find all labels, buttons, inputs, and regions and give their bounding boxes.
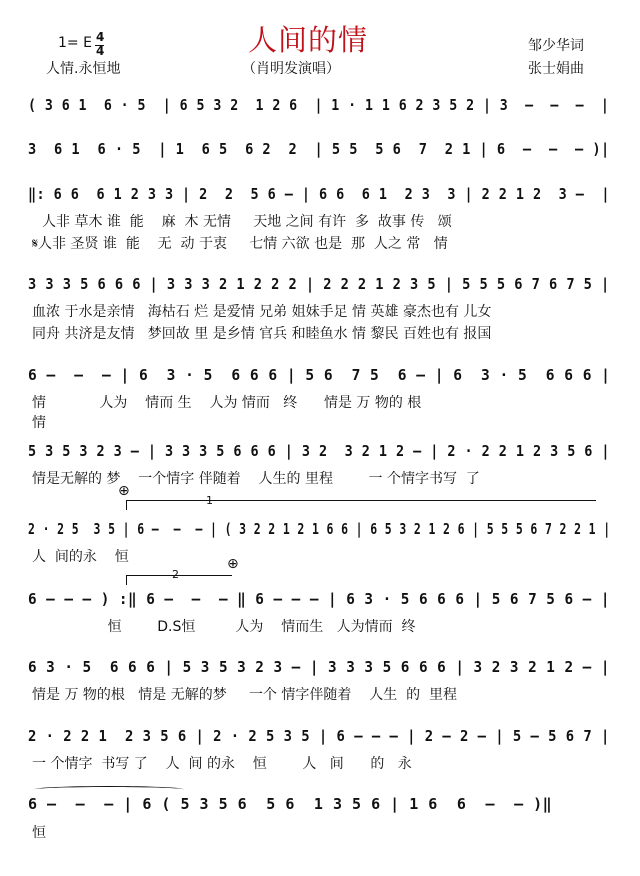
volta-2-bracket	[126, 575, 127, 585]
lyric-row-3-verse-2: 𝄋人非 圣贤 谁 能 无 动 于衷 七情 六欲 也是 那 人之 常 情	[32, 236, 448, 252]
lyricist-credit: 邹少华词	[528, 38, 584, 54]
lyric-row-4-verse-1: 血浓 于水是亲情 海枯石 烂 是爱情 兄弟 姐妹手足 情 英雄 豪杰也有 儿女	[32, 304, 492, 320]
notation-row-8: 6 – – – ) :‖ 6 – – – ‖ 6 – – – | 6 3 · 5 6 6 6 | 5 6 7 5 6 – |	[28, 590, 610, 608]
lyric-row-3-verse-1: 人非 草木 谁 能 麻 木 无情 天地 之间 有许 多 故事 传 颂	[42, 214, 452, 230]
tie-arc	[34, 786, 184, 793]
lyric-row-10: 一 个情字 书写 了 人 间 的永 恒 人 间 的 永	[32, 756, 412, 772]
notation-row-2: 3 6 1 6 · 5 | 1 6 5 6 2 2 | 5 5 5 6 7 2 1 | 6 – – – )|	[28, 140, 610, 158]
notation-row-5: 6 – – – | 6 3 · 5 6 6 6 | 5 6 7 5 6 – | 6 3 · 5 6 6 6 |	[28, 366, 611, 384]
composer-credit: 张士娟曲	[528, 61, 584, 77]
coda-sign-2: ⊕	[227, 556, 239, 572]
lyric-row-7: 人 间的永 恒	[32, 549, 129, 565]
notation-row-1: ( 3 6 1 6 · 5 | 6 5 3 2 1 2 6 | 1 · 1 1 6 2 3 5 2 | 3 – – – |	[28, 96, 610, 114]
notation-row-11: 6 – – – | 6 ( 5 3 5 6 5 6 1 3 5 6 | 1 6 6 – – )‖	[28, 795, 553, 813]
notation-row-9: 6 3 · 5 6 6 6 | 5 3 5 3 2 3 – | 3 3 3 5 6 6 6 | 3 2 3 2 1 2 – |	[28, 658, 610, 676]
key-signature: 1= E	[58, 35, 92, 51]
lyric-row-11: 恒	[32, 825, 46, 841]
time-signature-top: 4	[96, 30, 105, 44]
volta-1-bracket	[126, 500, 127, 510]
volta-1-number: 1	[206, 494, 213, 507]
notation-row-3: ‖: 6 6 6 1 2 3 3 | 2 2 5 6 – | 6 6 6 1 2 3 3 | 2 2 1 2 3 – |	[28, 185, 610, 203]
notation-row-10: 2 · 2 2 1 2 3 5 6 | 2 · 2 5 3 5 | 6 – – – | 2 – 2 – | 5 – 5 6 7 |	[28, 727, 610, 745]
volta-2-line	[126, 575, 232, 576]
lyric-row-5-verse-2: 情	[32, 415, 46, 431]
lyric-row-8: 恒 D.S恒 人为 情而生 人为情而 终	[32, 619, 416, 635]
lyric-row-5-verse-1: 情 人为 情而 生 人为 情而 终 情是 万 物的 根	[32, 395, 422, 411]
coda-sign-1: ⊕	[118, 483, 130, 499]
volta-1-line	[126, 500, 596, 501]
notation-row-6: 5 3 5 3 2 3 – | 3 3 3 5 6 6 6 | 3 2 3 2 1 2 – | 2 · 2 2 1 2 3 5 6 |	[28, 442, 610, 460]
lyric-row-4-verse-2: 同舟 共济是友情 梦回故 里 是乡情 官兵 和睦鱼水 情 黎民 百姓也有 报国	[32, 326, 492, 342]
notation-row-4: 3 3 3 5 6 6 6 | 3 3 3 2 1 2 2 2 | 2 2 2 1 2 3 5 | 5 5 5 6 7 6 7 5 |	[28, 275, 610, 293]
singer-credit: （肖明发演唱）	[242, 61, 340, 77]
lyric-row-9: 情是 万 物的根 情是 无解的梦 一个 情字伴随着 人生 的 里程	[32, 687, 458, 703]
time-signature-bottom: 4	[96, 44, 105, 58]
volta-2-number: 2	[172, 568, 179, 581]
notation-row-7: 2 · 2 5 3 5 | 6 – – – | ( 3 2 2 1 2 1 6 6 | 6 5 3 2 1 2 6 | 5 5 5 6 7 2 2 1 |	[28, 520, 611, 538]
tempo-expression: 人情.永恒地	[46, 61, 121, 77]
lyric-row-6: 情是无解的 梦 一个情字 伴随着 人生的 里程 一 个情字书写 了	[32, 471, 480, 487]
song-title: 人间的情	[248, 23, 369, 57]
